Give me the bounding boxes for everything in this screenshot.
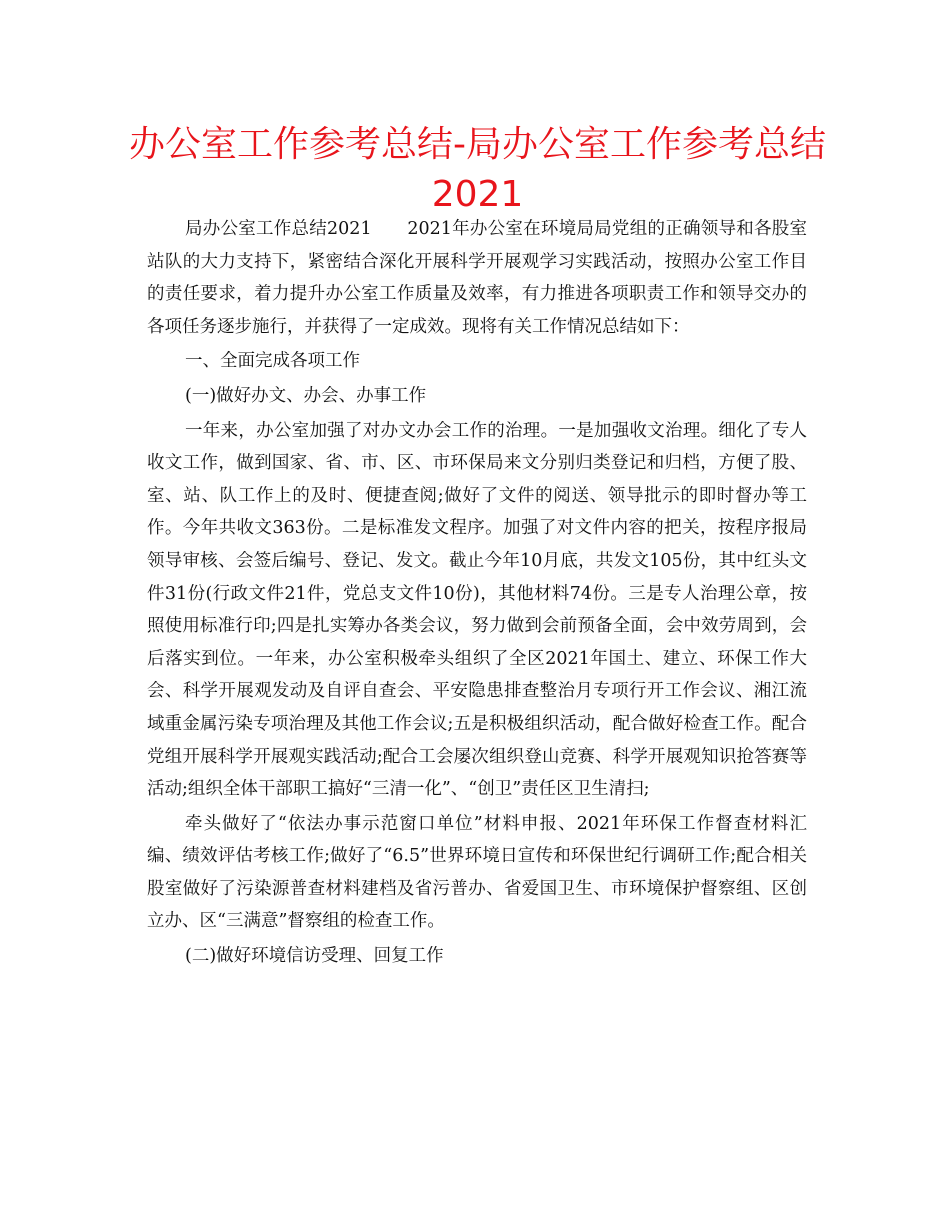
paragraph-intro: 局办公室工作总结2021 2021年办公室在环境局局党组的正确领导和各股室站队的大力支持下，紧密结合深化开展科学开展观学习实践活动，按照办公室工作目的责任要求，着力提升办公室工作质量及效率，有力推进各项职责工作和领导交办的各项任务逐步施行，并获得了一定成效。现将有关工作情况总结如下： [147,219,807,337]
subsection-heading-2: (二)做好环境信访受理、回复工作 [185,946,444,967]
paragraph-office-work: 一年来，办公室加强了对办文办会工作的治理。一是加强收文治理。细化了专人收文工作，做到国家、省、市、区、市环保局来文分别归类登记和归档，方便了股、室、站、队工作上的及时、便捷查阅;做好了文件的阅送、领导批示的即时督办等工作。今年共收文363份。二是标准发文程序。加强了对文件内容的把关，按程序报局领导审核、会签后编号、登记、发文。截止今年10月底，共发文105份，其中红头文件31份(行政文件21件，党总支文件10份)，其他材料74份。三是专人治理公章，按照使用标准行印;四是扎实筹办各类会议，努力做到会前预备全面，会中效劳周到，会后落实到位。一年来，办公室积极牵头组织了全区2021年国土、建立、环保工作大会、科学开展观发动及自评自查会、平安隐患排查整治月专项行开工作会议、湘江流域重金属污染专项治理及其他工作会议;五是积极组织活动，配合做好检查工作。配合党组开展科学开展观实践活动;配合工会屡次组织登山竞赛、科学开展观知识抢答赛等活动;组织全体干部职工搞好“三清一化”、“创卫”责任区卫生清扫; [147,420,807,800]
section-heading-1: 一、全面完成各项工作 [185,351,360,372]
paragraph-lead-work: 牵头做好了“依法办事示范窗口单位”材料申报、2021年环保工作督查材料汇编、绩效评估考核工作;做好了“6.5”世界环境日宣传和环保世纪行调研工作;配合相关股室做好了污染源普查材料建档及省污普办、省爱国卫生、市环境保护督察组、区创立办、区“三满意”督察组的检查工作。 [147,813,807,932]
document-title: 办公室工作参考总结-局办公室工作参考总结2021 [129,124,826,215]
subsection-heading-1: (一)做好办文、办会、办事工作 [185,385,427,406]
document-body [147,213,807,973]
